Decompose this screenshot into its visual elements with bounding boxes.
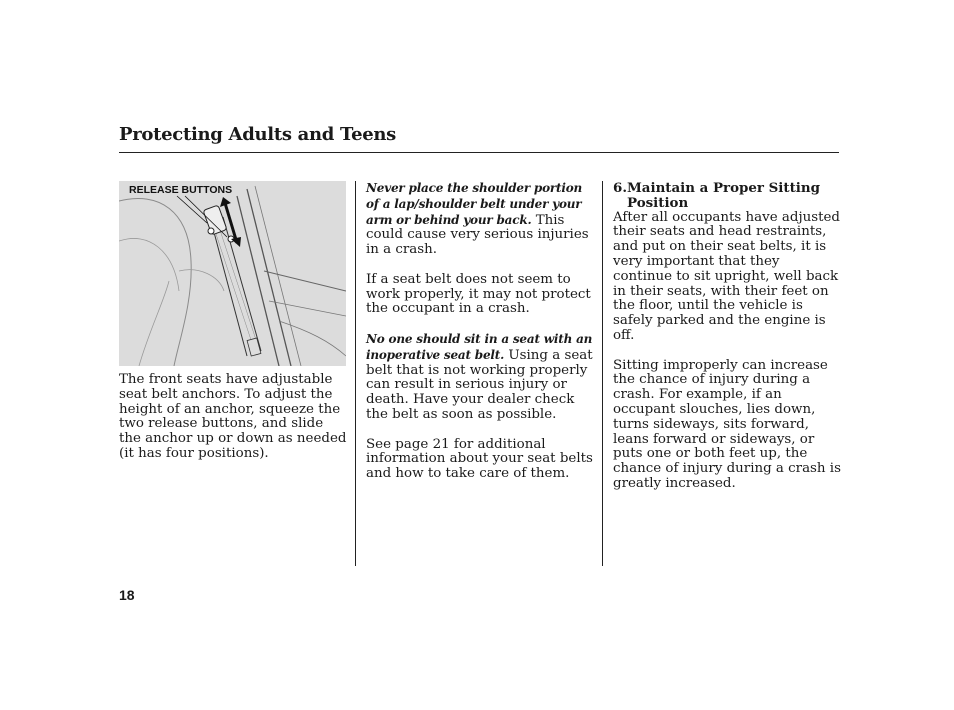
sitting-improperly-paragraph: Sitting improperly can increase the chance of injury during a crash. For example, if an occupant slouches, lies down, turns sideways, sits forward, leans forward or sideways, or puts one or both feet up, the chance of injury during a crash is greatly increased. (613, 357, 841, 491)
inoperative-belt-warning (366, 332, 596, 423)
seat-belt-drawing (119, 181, 346, 366)
column-divider-1 (355, 181, 356, 566)
column-1 (119, 373, 349, 477)
section-heading (613, 181, 841, 211)
heading-line-1: 6.Maintain a Proper Sitting (613, 180, 820, 196)
warning-text: This could cause very serious injuries in a crash. (366, 212, 589, 258)
page-number: 18 (119, 587, 135, 603)
warning-bold-text: Never place the shoulder portion of a lap/shoulder belt under your arm or behind your back. (366, 181, 583, 227)
anchor-adjust-paragraph: The front seats have adjustable seat belt anchors. To adjust the height of an anchor, squeeze the two release buttons, and slide the anchor up or down as needed (it has four positions). (119, 372, 347, 461)
seat-belt-function-paragraph: If a seat belt does not seem to work properly, it may not protect the occupant in a crash. (366, 271, 591, 317)
see-page-paragraph: See page 21 for additional information about your seat belts and how to take care of them. (366, 436, 593, 482)
title-rule (119, 152, 839, 153)
release-buttons-label: RELEASE BUTTONS (129, 184, 233, 196)
column-divider-2 (602, 181, 603, 566)
warning-text: Using a seat belt that is not working properly can result in serious injury or death. Have your dealer check the belt as soon as possible. (366, 347, 593, 422)
heading-line-2: Position (627, 194, 689, 211)
page-title: Protecting Adults and Teens (119, 124, 396, 145)
column-3 (613, 181, 841, 507)
shoulder-belt-warning (366, 181, 596, 258)
column-2 (366, 181, 596, 497)
sitting-position-paragraph: After all occupants have adjusted their seats and head restraints, and put on their seat belts, it is very important that they continue to sit upright, well back in their seats, with their feet on the floor, until the vehicle is safely parked and the engine is off. (613, 209, 840, 343)
warning-bold-text: No one should sit in a seat with an inoperative seat belt. (366, 331, 593, 362)
seat-belt-anchor-illustration (119, 181, 346, 366)
